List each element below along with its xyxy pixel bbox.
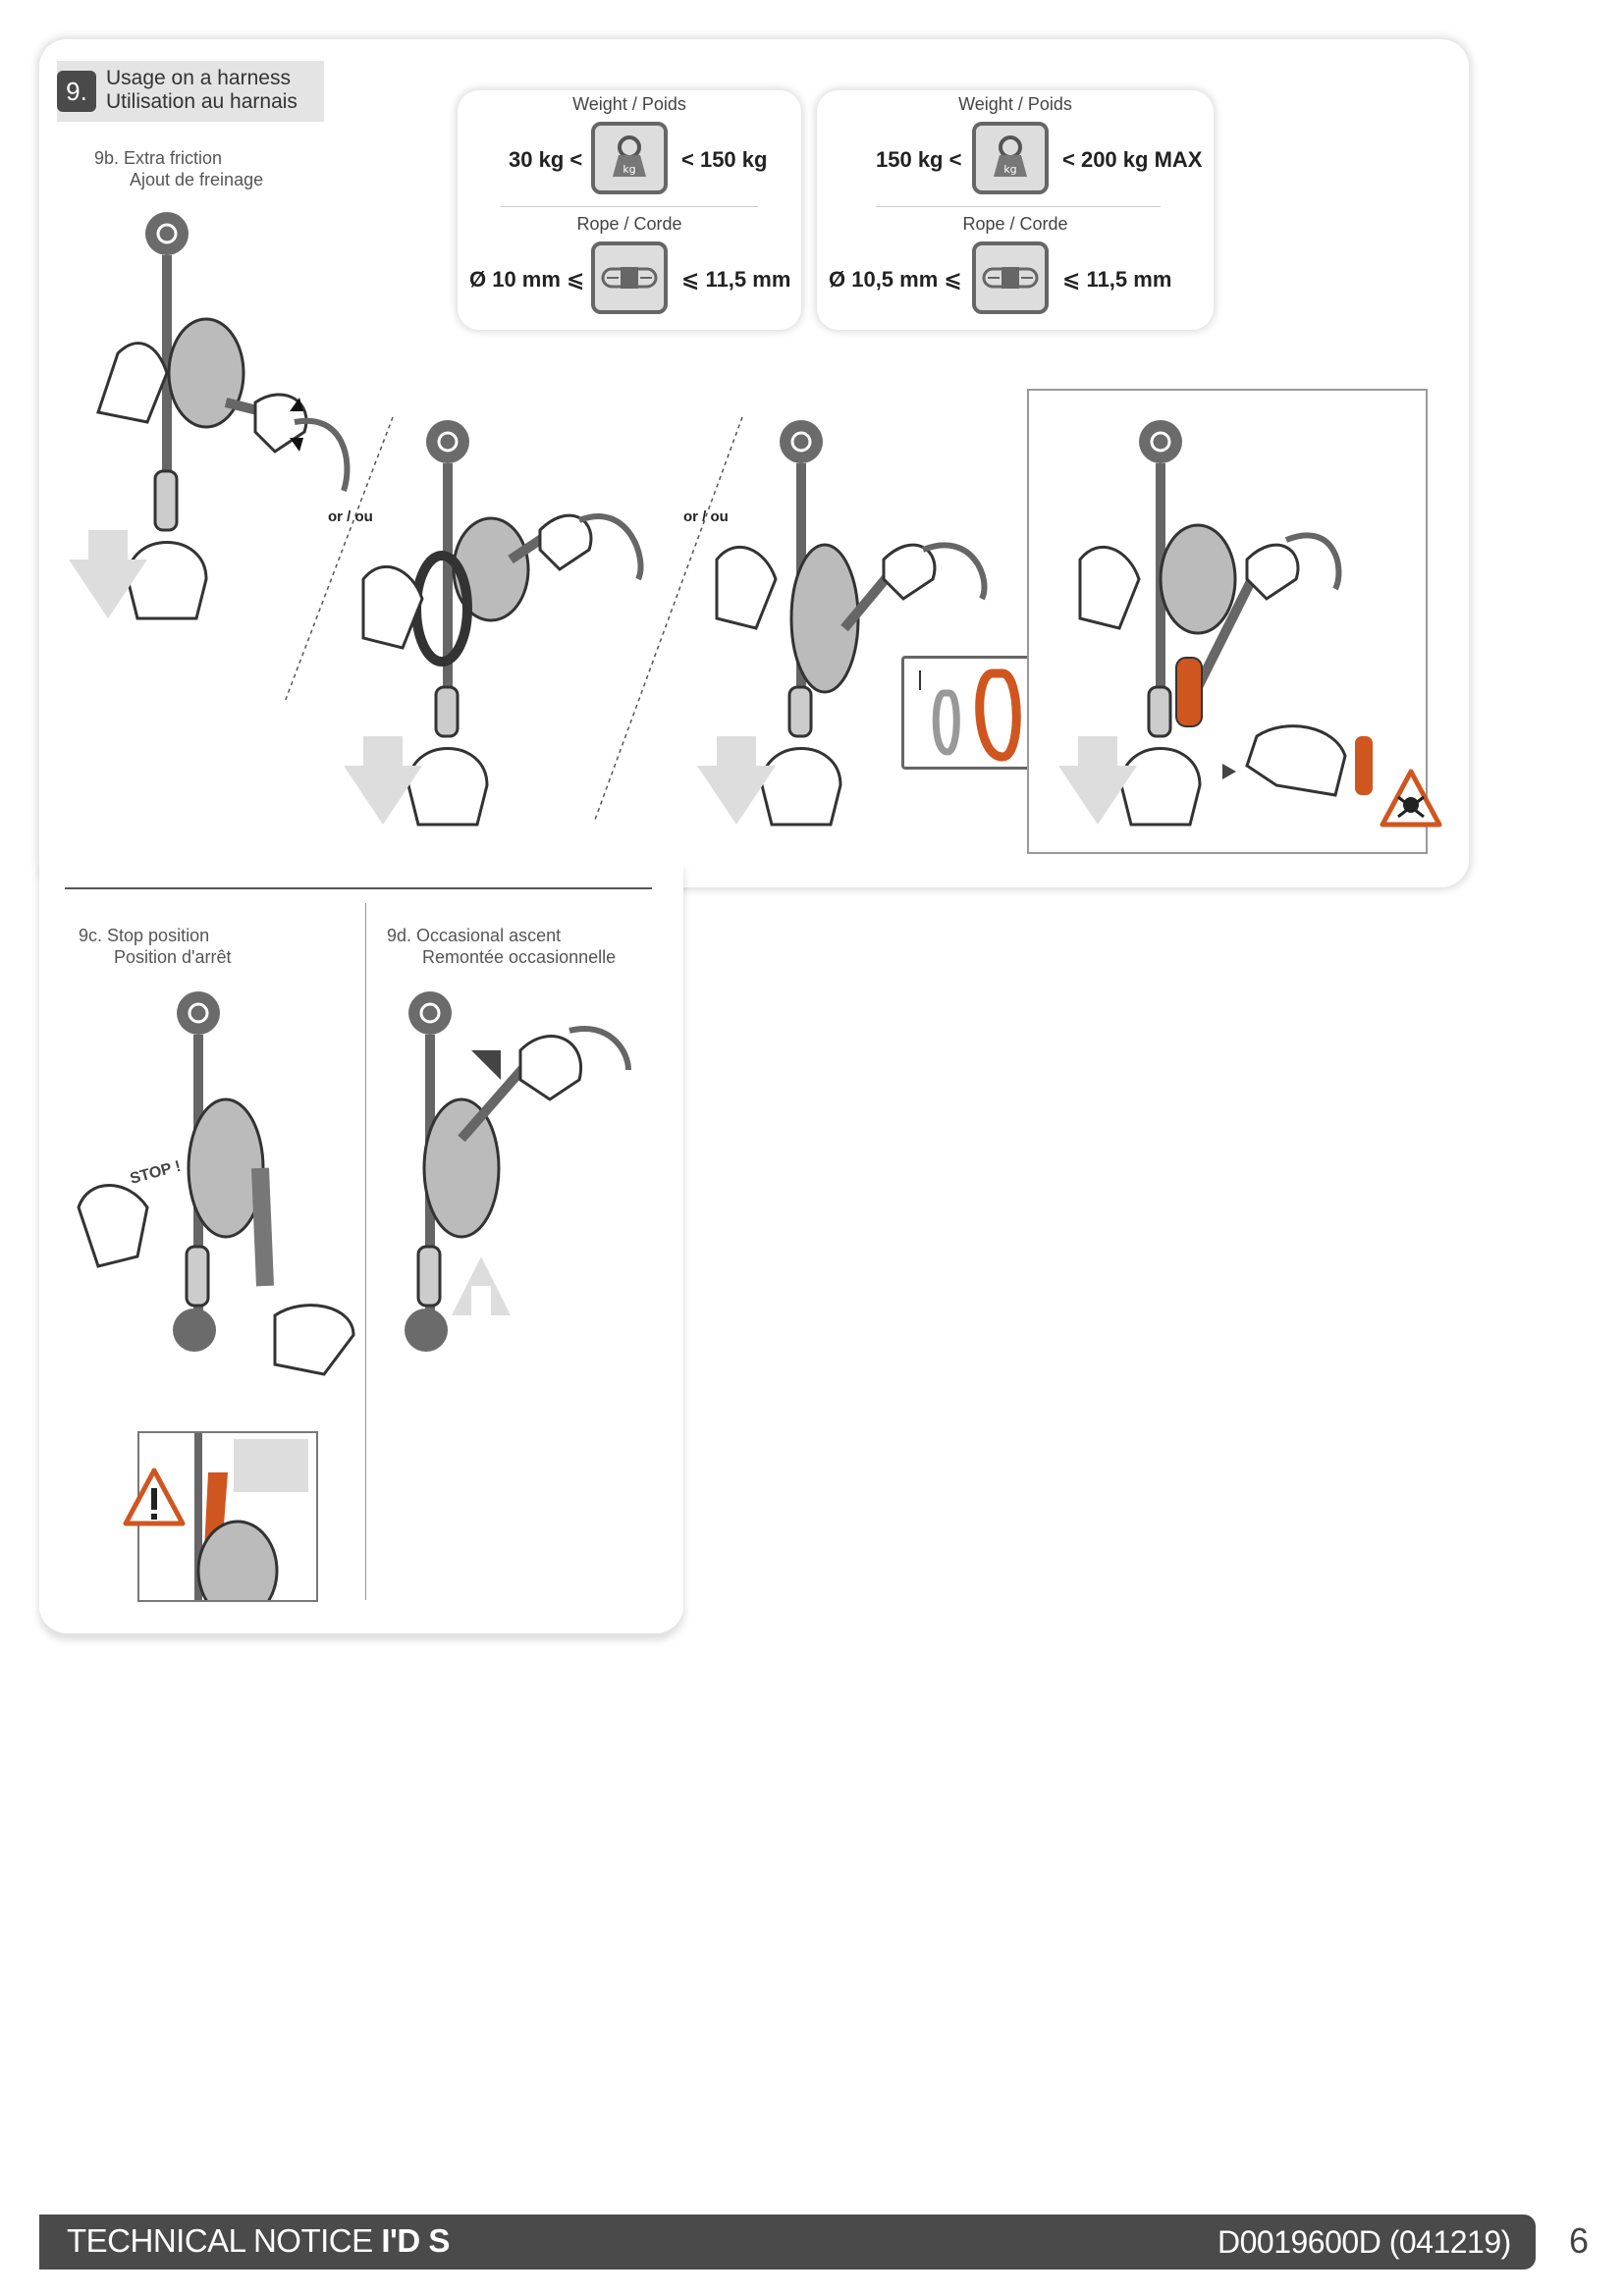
arrow-down-icon (344, 736, 422, 825)
rope-min: Ø 10 mm ⩽ (469, 267, 585, 292)
or-ou-label-1: or / ou (328, 508, 373, 525)
weight-icon (591, 122, 668, 194)
section-title (106, 67, 298, 114)
section-title-en: Usage on a harness (106, 67, 291, 89)
rope-max: ⩽ 11,5 mm (1062, 267, 1172, 292)
step-9c-fr: Position d'arrêt (114, 947, 232, 967)
weight-min: 150 kg < (876, 147, 962, 172)
column-divider (365, 903, 366, 1600)
section-divider (65, 887, 652, 889)
svg-text:kg: kg (1003, 163, 1017, 176)
page-number: 6 (1569, 2220, 1590, 2261)
anchor-icon (1139, 420, 1182, 463)
illustration-9d (393, 991, 648, 1414)
footer-title-light: TECHNICAL NOTICE (67, 2222, 373, 2259)
step-9c-label (79, 925, 232, 968)
arrow-down-icon (697, 736, 776, 825)
rope-icon (591, 241, 668, 314)
spec-box-1 (458, 90, 801, 330)
illustration-9b-3 (697, 412, 1031, 844)
weight-max: < 150 kg (681, 147, 768, 172)
anchor-icon (177, 991, 220, 1035)
step-9d-fr: Remontée occasionnelle (422, 947, 617, 967)
rope-max: ⩽ 11,5 mm (681, 267, 791, 292)
divider (876, 206, 1161, 207)
stop-label: STOP ! (128, 1157, 184, 1188)
footer-title (67, 2222, 450, 2260)
rope-min: Ø 10,5 mm ⩽ (829, 267, 962, 292)
anchor-icon (426, 420, 469, 463)
step-9b-fr: Ajout de freinage (130, 170, 264, 189)
divider (501, 206, 758, 207)
weight-min: 30 kg < (509, 147, 583, 172)
anchor-icon (780, 420, 823, 463)
step-9b-label (94, 147, 263, 190)
arrow-down-icon (1058, 736, 1137, 825)
rope-header: Rope / Corde (576, 214, 682, 234)
step-9d-label (387, 925, 616, 968)
arrow-up-icon (452, 1256, 511, 1315)
warning-icon (122, 1467, 187, 1527)
section-title-fr: Utilisation au harnais (106, 90, 298, 113)
or-ou-label-2: or / ou (683, 508, 729, 525)
weight-header: Weight / Poids (958, 94, 1072, 114)
anchor-icon (145, 212, 189, 255)
section-number: 9. (57, 71, 96, 112)
weight-header: Weight / Poids (572, 94, 686, 114)
rope-icon (972, 241, 1049, 314)
step-9c-en: 9c. Stop position (79, 926, 210, 945)
rope-header: Rope / Corde (962, 214, 1068, 234)
weight-icon (972, 122, 1049, 194)
footer-doc-code: D0019600D (041219) (1218, 2224, 1511, 2260)
step-9d-en: 9d. Occasional ascent (387, 926, 562, 945)
footer-title-bold: I'D S (381, 2222, 450, 2259)
anchor-icon (408, 991, 452, 1035)
danger-skull-icon (1379, 768, 1443, 828)
step-9b-en: 9b. Extra friction (94, 148, 223, 168)
weight-max: < 200 kg MAX (1062, 147, 1203, 172)
svg-text:kg: kg (623, 163, 636, 176)
spec-box-2 (817, 90, 1214, 330)
illustration-9c (69, 991, 363, 1414)
